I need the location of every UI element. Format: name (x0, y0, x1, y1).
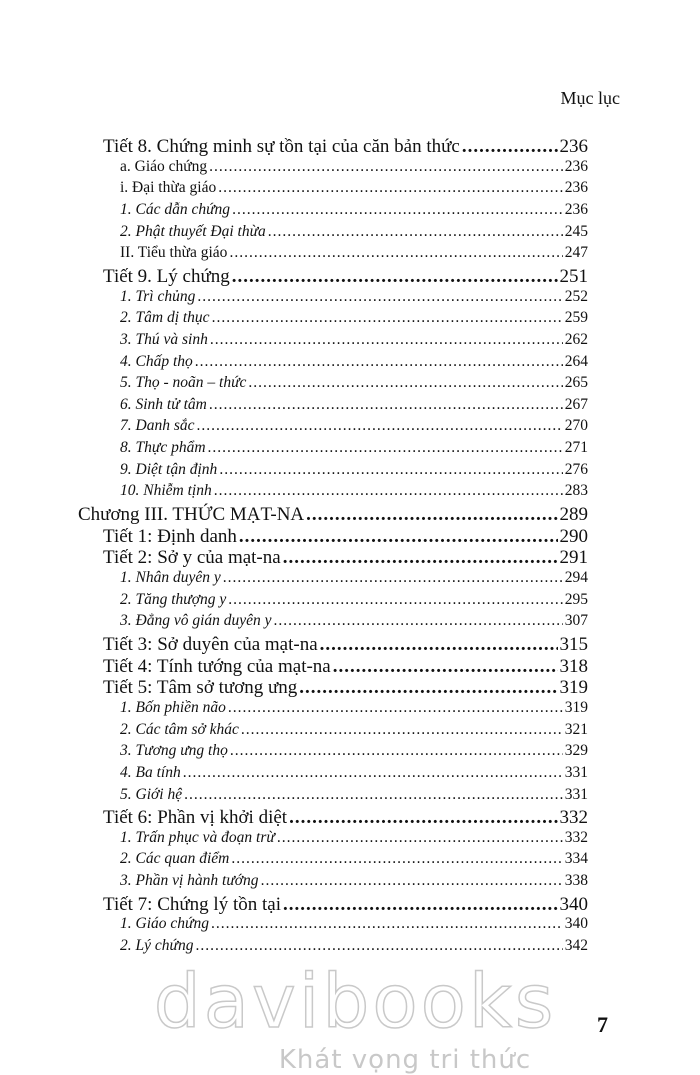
toc-entry (120, 244, 588, 262)
toc-entry-page: 340 (564, 915, 588, 933)
toc-entry (103, 547, 588, 569)
toc-entry-page: 259 (564, 309, 588, 327)
toc-entry-page: 329 (564, 742, 588, 760)
toc-entry (120, 482, 588, 500)
toc-entry-title: 9. Diệt tận định (120, 460, 218, 478)
toc-entry (120, 915, 588, 933)
toc-entry-title: 8. Thực phẩm (120, 439, 206, 457)
running-header: Mục lục (560, 88, 620, 108)
toc-entry-title: a. Giáo chứng (120, 157, 208, 175)
toc-entry-title: 2. Các tâm sở khác (120, 720, 239, 738)
toc-entry-page: 251 (559, 265, 588, 287)
toc-entry-title: Tiết 3: Sở duyên của mạt-na (103, 633, 318, 655)
toc-entry-title: Tiết 4: Tính tướng của mạt-na (103, 655, 331, 677)
toc-leader-dots (210, 331, 563, 349)
toc-entry-page: 252 (564, 287, 588, 305)
toc-entry (103, 656, 588, 678)
toc-entry-title: 5. Thọ - noãn – thức (120, 374, 247, 392)
toc-leader-dots (230, 742, 563, 760)
toc-leader-dots (209, 396, 563, 414)
toc-leader-dots (333, 656, 558, 678)
toc-entry-page: 276 (564, 460, 588, 478)
toc-entry (103, 677, 588, 699)
toc-entry-page: 315 (559, 633, 588, 655)
toc-leader-dots (195, 353, 563, 371)
toc-leader-dots (197, 288, 562, 306)
page-number: 7 (597, 1012, 608, 1037)
toc-entry (103, 526, 588, 548)
toc-entry (103, 136, 588, 158)
toc-entry (120, 937, 588, 955)
toc-leader-dots (228, 699, 563, 717)
toc-entry-title: Tiết 7: Chứng lý tồn tại (103, 893, 281, 915)
toc-leader-dots (183, 764, 563, 782)
toc-entry (120, 158, 588, 176)
toc-leader-dots (241, 721, 563, 739)
toc-entry (120, 223, 588, 241)
toc-entry-page: 331 (564, 785, 588, 803)
toc-entry-title: 1. Trấn phục và đoạn trừ (120, 828, 275, 846)
toc-entry (120, 829, 588, 847)
toc-entry-page: 236 (564, 200, 588, 218)
toc-entry-page: 236 (564, 157, 588, 175)
toc-leader-dots (462, 136, 558, 158)
toc-leader-dots (268, 223, 563, 241)
toc-entry-page: 331 (564, 763, 588, 781)
toc-entry-title: 2. Lý chứng (120, 937, 194, 955)
toc-entry (120, 872, 588, 890)
toc-entry-page: 291 (559, 547, 588, 569)
toc-leader-dots (196, 417, 562, 435)
toc-entry-title: 2. Phật thuyết Đại thừa (120, 222, 266, 240)
toc-entry-title: 6. Sinh tử tâm (120, 395, 207, 413)
toc-entry-page: 294 (564, 569, 588, 586)
toc-leader-dots (231, 850, 562, 868)
toc-leader-dots (320, 634, 558, 656)
toc-entry-title: Tiết 9. Lý chứng (103, 265, 230, 287)
toc-entry-title: 2. Tâm dị thục (120, 309, 210, 327)
toc-entry (120, 439, 588, 457)
toc-entry-title: Tiết 8. Chứng minh sự tồn tại của căn bản thức (103, 136, 460, 157)
toc-entry (120, 396, 588, 414)
toc-leader-dots (218, 179, 563, 197)
toc-entry-page: 319 (564, 698, 588, 716)
toc-entry-page: 319 (559, 677, 588, 699)
watermark (145, 959, 565, 1075)
toc-leader-dots (299, 677, 557, 699)
toc-entry (120, 569, 588, 587)
toc-entry (120, 331, 588, 349)
toc-entry (120, 353, 588, 371)
toc-entry (120, 309, 588, 327)
toc-leader-dots (283, 894, 558, 916)
toc-entry-title: 4. Ba tính (120, 763, 181, 781)
toc-entry (120, 461, 588, 479)
toc-leader-dots (211, 915, 563, 933)
toc-entry-title: II. Tiểu thừa giáo (120, 244, 228, 262)
toc-entry-page: 271 (564, 439, 588, 457)
toc-entry-page: 290 (559, 525, 588, 547)
toc-entry (103, 894, 588, 916)
toc-entry (120, 201, 588, 219)
toc-leader-dots (274, 612, 563, 630)
toc-leader-dots (214, 482, 563, 500)
toc-entry-page: 295 (564, 590, 588, 608)
toc-leader-dots (261, 872, 563, 890)
toc-entry (103, 634, 588, 656)
toc-leader-dots (306, 504, 557, 526)
toc-entry (120, 612, 588, 630)
toc-entry-page: 236 (564, 179, 588, 197)
toc-entry (120, 374, 588, 392)
toc-entry (78, 504, 588, 526)
toc-entry-page: 267 (564, 395, 588, 413)
toc-entry-page: 265 (564, 374, 588, 392)
toc-entry-page: 245 (564, 222, 588, 240)
watermark-tagline: Khát vọng tri thức (278, 1045, 532, 1075)
toc-leader-dots (209, 158, 563, 176)
watermark-brand: davibooks (153, 959, 557, 1045)
toc-entry-page: 270 (564, 417, 588, 435)
toc-entry-page: 342 (564, 937, 588, 955)
toc-entry-page: 283 (564, 482, 588, 500)
toc-entry-page: 340 (559, 893, 588, 915)
toc-entry-title: 5. Giới hệ (120, 785, 183, 803)
toc-leader-dots (277, 829, 563, 847)
toc-entry-title: 1. Bốn phiền não (120, 698, 226, 716)
toc-entry (120, 742, 588, 760)
toc-entry (120, 764, 588, 782)
toc-leader-dots (248, 374, 562, 392)
toc-entry (120, 721, 588, 739)
toc-entry-title: Chương III. THỨC MẠT-NA (78, 504, 305, 526)
toc-entry-title: 2. Các quan điểm (120, 850, 230, 868)
toc-entry-title: Tiết 2: Sở y của mạt-na (103, 547, 281, 569)
toc-entry-title: 1. Các dẫn chứng (120, 200, 231, 218)
toc-entry-title: i. Đại thừa giáo (120, 179, 217, 197)
toc-leader-dots (283, 547, 558, 569)
toc-entry-title: Tiết 6: Phần vị khởi diệt (103, 807, 288, 829)
toc-entry (103, 266, 588, 288)
toc-leader-dots (239, 526, 558, 548)
toc-entry-title: 10. Nhiễm tịnh (120, 482, 212, 500)
toc-entry-title: Tiết 1: Định danh (103, 525, 237, 547)
toc-entry-page: 332 (564, 828, 588, 846)
toc-entry (120, 786, 588, 804)
toc-entry (103, 807, 588, 829)
toc-entry-page: 236 (559, 136, 588, 157)
toc-entry (120, 179, 588, 197)
toc-leader-dots (184, 786, 563, 804)
toc-entry-page: 307 (564, 612, 588, 630)
toc-leader-dots (229, 244, 562, 262)
toc-entry-page: 321 (564, 720, 588, 738)
toc-leader-dots (289, 807, 557, 829)
toc-leader-dots (208, 439, 563, 457)
toc-leader-dots (212, 309, 563, 327)
toc-entry-page: 338 (564, 872, 588, 890)
toc-entry-page: 289 (559, 504, 588, 526)
toc-entry-title: Tiết 5: Tâm sở tương ưng (103, 677, 298, 699)
toc-entry (120, 591, 588, 609)
toc-entry-title: 3. Đẳng vô gián duyên y (120, 612, 272, 630)
toc-leader-dots (232, 201, 563, 219)
toc-entry (120, 288, 588, 306)
toc-leader-dots (195, 937, 562, 955)
toc-leader-dots (223, 569, 563, 587)
toc-entry-title: 1. Trì chủng (120, 287, 196, 305)
toc-entry-page: 262 (564, 330, 588, 348)
toc-entry-title: 3. Phần vị hành tướng (120, 872, 259, 890)
toc-entry-title: 4. Chấp thọ (120, 352, 193, 370)
toc-leader-dots (232, 266, 558, 288)
toc-entry-title: 3. Thú và sinh (120, 330, 208, 348)
toc-entry-page: 318 (559, 655, 588, 677)
toc-entry-title: 1. Giáo chứng (120, 915, 209, 933)
toc-entry-title: 7. Danh sắc (120, 417, 195, 435)
toc-entry-page: 334 (564, 850, 588, 868)
toc-entry-page: 247 (564, 244, 588, 262)
toc-entry-page: 264 (564, 352, 588, 370)
toc-entry (120, 699, 588, 717)
toc-entry-title: 2. Tăng thượng y (120, 590, 227, 608)
toc-entry (120, 417, 588, 435)
toc-entry-title: 3. Tương ưng thọ (120, 742, 228, 760)
toc-entry (120, 850, 588, 868)
toc-leader-dots (228, 591, 562, 609)
toc-leader-dots (219, 461, 562, 479)
toc-entry-title: 1. Nhân duyên y (120, 569, 221, 586)
toc-entry-page: 332 (559, 807, 588, 829)
